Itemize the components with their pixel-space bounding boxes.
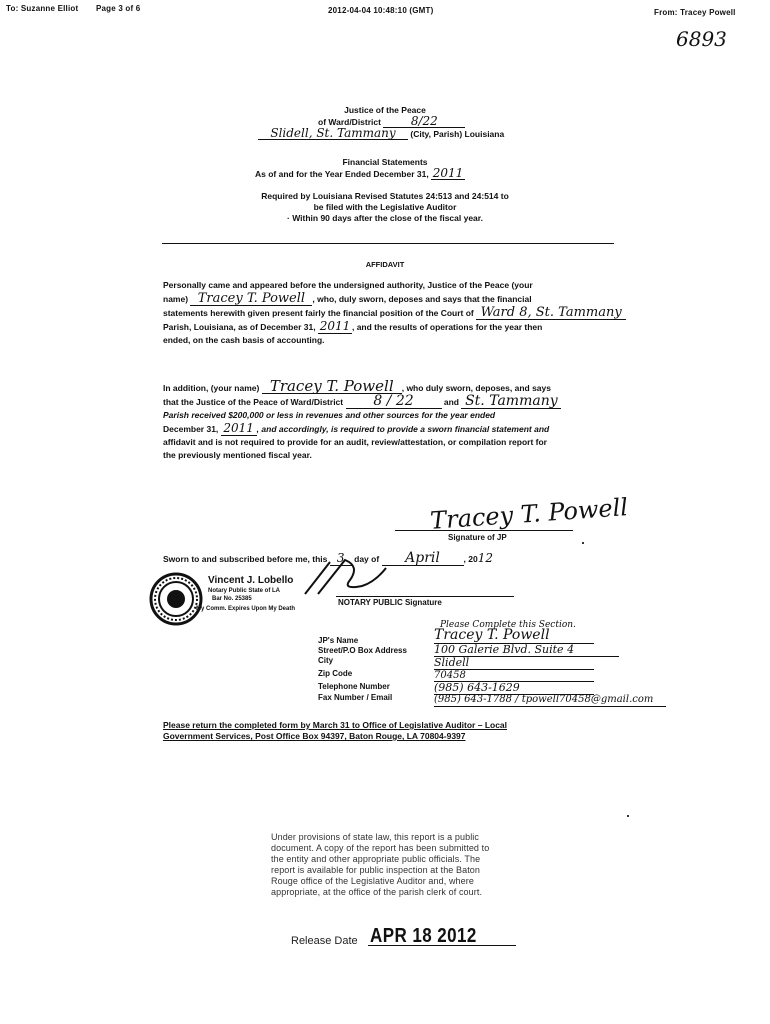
contact-label-city: City: [318, 656, 334, 665]
scan-speck: [582, 542, 584, 544]
contact-label-name: JP's Name: [318, 636, 359, 645]
contact-value-fax-email: (985) 643-1788 / tpowell70458@gmail.com: [434, 694, 666, 707]
asof-row: [255, 168, 465, 180]
p1-line-d: Parish, Louisiana, as of December 31, 2011 , and the results of operations for the year then: [163, 319, 543, 333]
p1-line-a: Personally came and appeared before the undersigned authority, Justice of the Peace (your: [163, 280, 533, 290]
fax-datetime: 2012-04-04 10:48:10 (GMT): [328, 6, 434, 15]
notary-line-3: My Comm. Expires Upon My Death: [196, 606, 296, 612]
release-date-stamp: APR 18 2012: [370, 925, 477, 947]
ward-prefix: of Ward/District: [318, 117, 381, 127]
p1-name-field: Tracey T. Powell: [190, 292, 312, 306]
contact-label-zip: Zip Code: [318, 669, 353, 678]
fax-to: To: Suzanne Elliot: [6, 4, 79, 13]
document-number: 6893: [676, 27, 727, 51]
p1-year-field: 2011: [319, 319, 351, 333]
sworn-year: 12: [477, 551, 494, 565]
sworn-month: April: [382, 552, 464, 566]
jp-signature-label: Signature of JP: [448, 533, 507, 542]
return-note-line-2: Government Services, Post Office Box 94397, Baton Rouge, LA 70804-9397: [163, 731, 466, 741]
p1-line-b: name) Tracey T. Powell , who, duly sworn, deposes and says that the financial: [163, 291, 532, 306]
p2-year-field: 2011: [221, 422, 257, 436]
required-line-3: · Within 90 days after the close of the fiscal year.: [287, 213, 483, 223]
p1-line-e: ended, on the cash basis of accounting.: [163, 335, 325, 345]
p2-line-c: Parish received $200,000 or less in revenues and other sources for the year ended: [163, 410, 496, 420]
financial-statements-title: Financial Statements: [342, 157, 428, 167]
p1-court-field: Ward 8, St. Tammany: [476, 306, 626, 320]
release-line-4: report is available for public inspection at the Baton: [271, 865, 481, 875]
contact-value-phone: (985) 643-1629: [434, 682, 594, 695]
p2-line-d: December 31, 2011 , and accordingly, is required to provide a sworn financial statement and: [163, 421, 550, 435]
please-complete-note: Please Complete this Section.: [440, 620, 576, 630]
city-parish-suffix: (City, Parish) Louisiana: [410, 129, 505, 139]
contact-label-fax-email: Fax Number / Email: [318, 693, 393, 702]
notary-seal-icon: [149, 572, 203, 626]
required-line-2: be filed with the Legislative Auditor: [313, 202, 457, 212]
release-line-5: Rouge office of the Legislative Auditor and, where: [271, 876, 474, 886]
p1-line-c: statements herewith given present fairly the financial position of the Court of Ward 8, St. Tammany: [163, 306, 623, 320]
notary-line-2: Bar No. 25385: [212, 596, 252, 602]
p2-line-b: that the Justice of the Peace of Ward/District 8 / 22 and St. Tammany: [163, 395, 623, 409]
contact-label-phone: Telephone Number: [318, 682, 390, 691]
ward-value: 8/22: [383, 116, 465, 128]
notary-signature-icon: [300, 556, 390, 600]
sworn-day: 3: [330, 552, 352, 566]
notary-signature-label: NOTARY PUBLIC Signature: [338, 598, 442, 607]
scan-speck: [627, 815, 629, 817]
release-line-1: Under provisions of state law, this report is a public: [271, 832, 479, 842]
notary-line-1: Notary Public State of LA: [208, 588, 281, 594]
notary-name: Vincent J. Lobello: [208, 575, 294, 586]
affidavit-heading: AFFIDAVIT: [365, 260, 405, 269]
fax-from: From: Tracey Powell: [654, 8, 736, 17]
section-divider: [162, 243, 614, 244]
release-line-2: document. A copy of the report has been submitted to: [271, 843, 490, 853]
return-note-line-1: Please return the completed form by March 31 to Office of Legislative Auditor – Local: [163, 720, 508, 730]
p2-name-field: Tracey T. Powell: [262, 380, 402, 394]
required-line-1: Required by Louisiana Revised Statutes 24:513 and 24:514 to: [261, 191, 509, 201]
release-date-label: Release Date: [291, 935, 358, 947]
title-justice: Justice of the Peace: [344, 105, 426, 115]
p2-parish-field: St. Tammany: [461, 395, 561, 409]
release-line-6: appropriate, at the office of the parish clerk of court.: [271, 887, 483, 897]
jp-signature: Tracey T. Powell: [429, 493, 629, 535]
release-statement: [271, 832, 541, 898]
asof-prefix: As of and for the Year Ended December 31,: [255, 169, 429, 179]
asof-year: 2011: [432, 166, 464, 180]
contact-value-name: Tracey T. Powell: [434, 627, 594, 644]
city-parish-value: Slidell, St. Tammany: [258, 128, 408, 140]
contact-value-city: Slidell: [434, 657, 594, 670]
jp-signature-line: [395, 530, 573, 531]
notary-signature-line: [336, 596, 514, 597]
contact-label-street: Street/P.O Box Address: [318, 646, 407, 655]
p2-line-a: In addition, (your name) Tracey T. Powell , who duly sworn, deposes, and says: [163, 377, 551, 395]
p2-line-f: the previously mentioned fiscal year.: [163, 450, 312, 460]
contact-value-zip: 70458: [434, 670, 594, 682]
title-city-row: [258, 128, 504, 140]
release-line-3: the entity and other appropriate public officials. The: [271, 854, 481, 864]
affidavit-paragraph-2: [163, 377, 623, 462]
p2-line-e: affidavit and is not required to provide for an audit, review/attestation, or compilation report for: [163, 437, 547, 447]
contact-value-street: 100 Galerie Blvd. Suite 4: [434, 643, 619, 657]
sworn-row: Sworn to and subscribed before me, this 3 day of April , 2012: [163, 550, 494, 566]
fax-page: Page 3 of 6: [96, 4, 141, 13]
affidavit-paragraph-1: [163, 279, 623, 347]
p2-ward-field: 8 / 22: [346, 395, 442, 409]
